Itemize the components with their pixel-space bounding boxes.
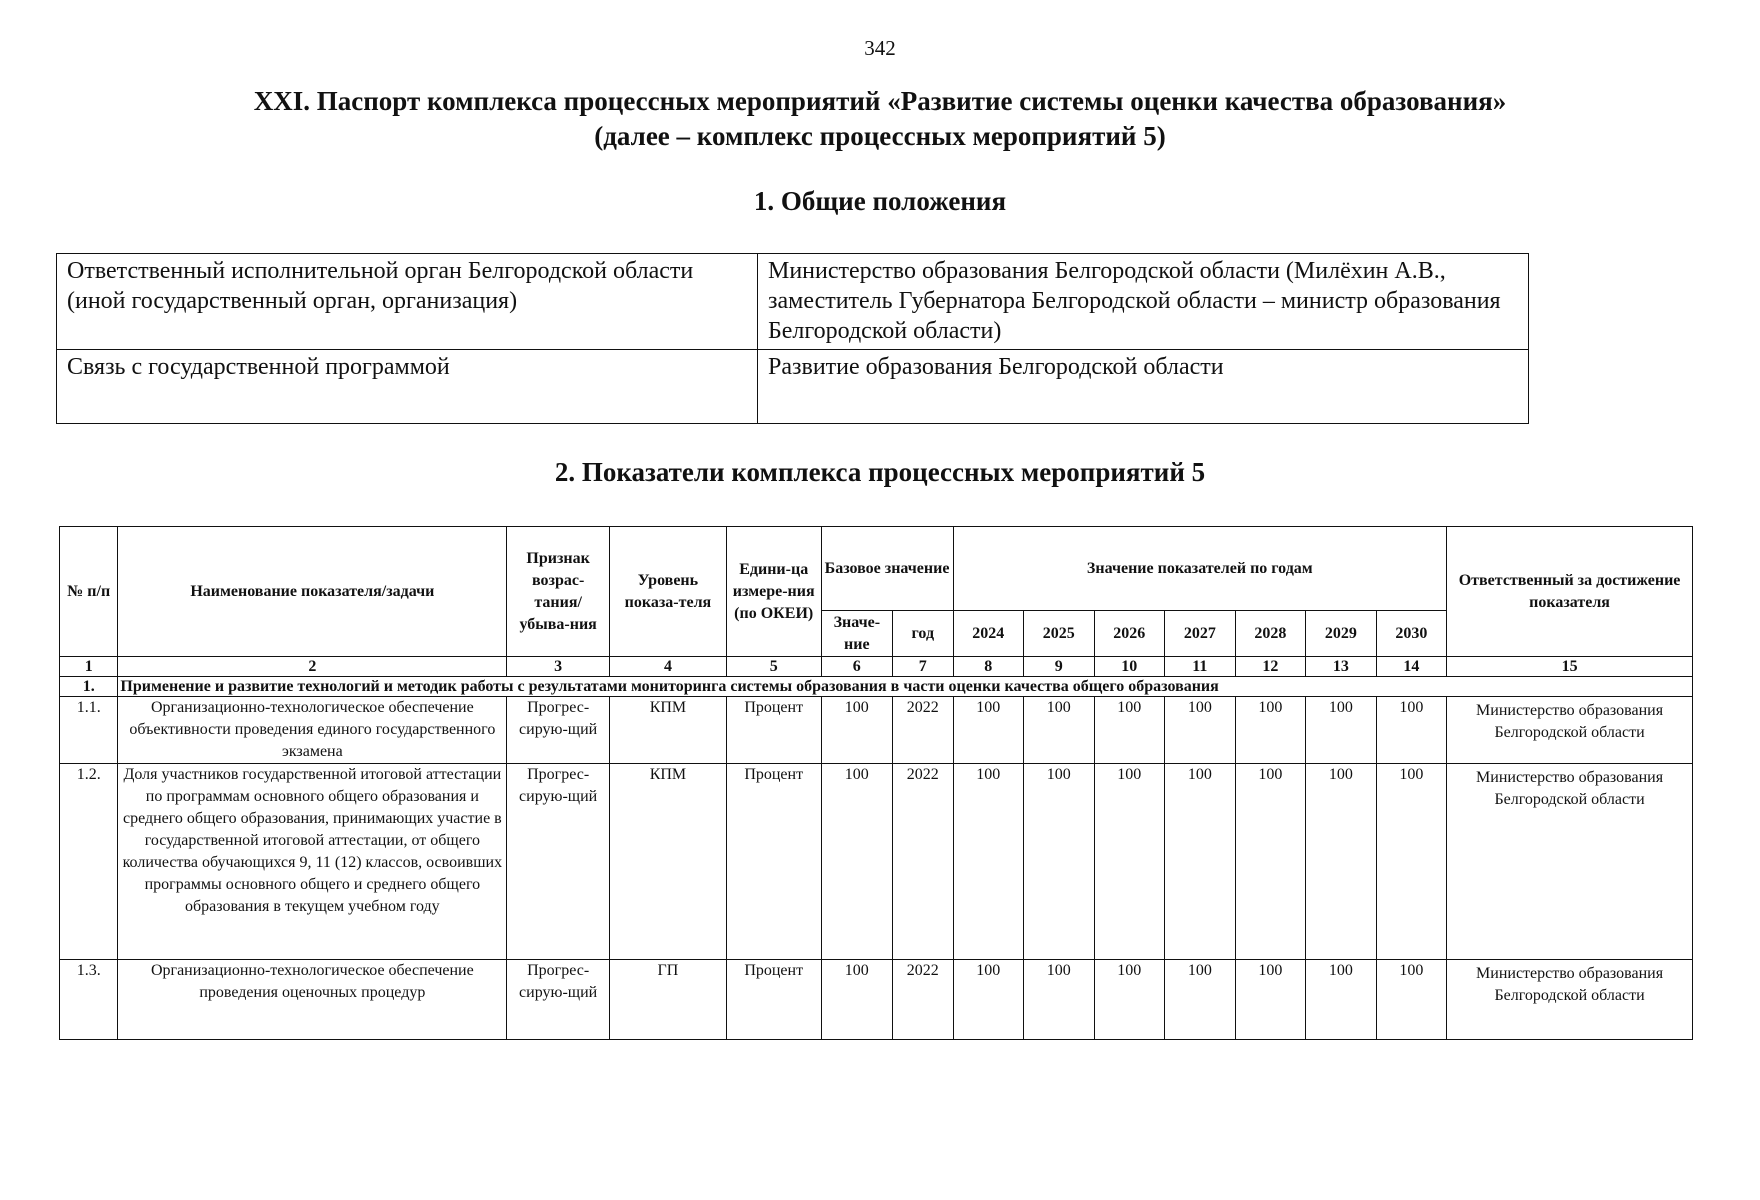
indicators-table: [59, 526, 1693, 1040]
indicator-unit: Процент: [726, 764, 821, 960]
indicator-level: ГП: [610, 960, 727, 1040]
column-number: 10: [1094, 657, 1165, 677]
responsible-body-label: Ответственный исполнительной орган Белгородской области (иной государственный орган, организация): [57, 254, 758, 350]
year-value: 100: [1306, 960, 1377, 1040]
year-value: 100: [953, 764, 1024, 960]
indicator-name: Организационно-технологическое обеспечение объективности проведения единого государственного экзамена: [118, 697, 507, 764]
header-name: Наименование показателя/задачи: [118, 527, 507, 657]
column-number: 11: [1165, 657, 1236, 677]
header-year: 2028: [1235, 611, 1306, 657]
header-row: [60, 527, 1693, 611]
row-num: 1.1.: [60, 697, 118, 764]
year-value: 100: [1376, 960, 1447, 1040]
header-base: Базовое значение: [821, 527, 953, 611]
column-number: 6: [821, 657, 893, 677]
document-title: [0, 84, 1760, 154]
column-number: 14: [1376, 657, 1447, 677]
base-value: 100: [821, 960, 893, 1040]
indicator-sign: Прогрес-сирую-щий: [507, 960, 610, 1040]
section-2-heading: 2. Показатели комплекса процессных мероприятий 5: [554, 457, 1206, 487]
indicator-level: КПМ: [610, 697, 727, 764]
column-number: 13: [1306, 657, 1377, 677]
table-row: [60, 764, 1693, 960]
base-year: 2022: [893, 764, 953, 960]
year-value: 100: [1165, 960, 1236, 1040]
header-year: 2029: [1306, 611, 1377, 657]
year-value: 100: [953, 697, 1024, 764]
year-value: 100: [1376, 697, 1447, 764]
indicator-unit: Процент: [726, 697, 821, 764]
column-number: 8: [953, 657, 1024, 677]
responsible-org: Министерство образования Белгородской области: [1447, 960, 1693, 1040]
general-provisions-table: [56, 253, 1529, 424]
row-num: 1.3.: [60, 960, 118, 1040]
header-level: Уровень показа-теля: [610, 527, 727, 657]
header-year: 2024: [953, 611, 1024, 657]
page-number: 342: [864, 36, 896, 60]
year-value: 100: [1094, 697, 1165, 764]
header-years-group: Значение показателей по годам: [953, 527, 1447, 611]
task-num: 1.: [60, 677, 118, 697]
year-value: 100: [1024, 960, 1095, 1040]
base-year: 2022: [893, 960, 953, 1040]
header-year: 2025: [1024, 611, 1095, 657]
indicator-level: КПМ: [610, 764, 727, 960]
header-year: 2026: [1094, 611, 1165, 657]
task-title: Применение и развитие технологий и методик работы с результатами мониторинга системы образования в части оценки качества общего образования: [118, 677, 1693, 697]
indicator-name: Организационно-технологическое обеспечение проведения оценочных процедур: [118, 960, 507, 1040]
title-line-2: (далее – комплекс процессных мероприятий 5): [594, 121, 1166, 151]
year-value: 100: [953, 960, 1024, 1040]
year-value: 100: [1235, 960, 1306, 1040]
row-num: 1.2.: [60, 764, 118, 960]
column-number: 12: [1235, 657, 1306, 677]
task-row: [60, 677, 1693, 697]
responsible-org: Министерство образования Белгородской области: [1447, 764, 1693, 960]
column-number: 3: [507, 657, 610, 677]
year-value: 100: [1165, 697, 1236, 764]
indicator-sign: Прогрес-сирую-щий: [507, 764, 610, 960]
table-row: [60, 697, 1693, 764]
header-sign: Признак возрас-тания/ убыва-ния: [507, 527, 610, 657]
header-base-year: год: [893, 611, 953, 657]
program-link-label: Связь с государственной программой: [57, 350, 758, 424]
column-number: 4: [610, 657, 727, 677]
table-row: [60, 960, 1693, 1040]
column-number: 15: [1447, 657, 1693, 677]
year-value: 100: [1235, 764, 1306, 960]
indicator-unit: Процент: [726, 960, 821, 1040]
year-value: 100: [1165, 764, 1236, 960]
header-base-value: Значе-ние: [821, 611, 893, 657]
base-value: 100: [821, 764, 893, 960]
year-value: 100: [1024, 697, 1095, 764]
column-number: 2: [118, 657, 507, 677]
year-value: 100: [1306, 764, 1377, 960]
column-number-row: [60, 657, 1693, 677]
indicator-sign: Прогрес-сирую-щий: [507, 697, 610, 764]
year-value: 100: [1376, 764, 1447, 960]
header-year: 2027: [1165, 611, 1236, 657]
year-value: 100: [1235, 697, 1306, 764]
indicator-name: Доля участников государственной итоговой аттестации по программам основного общего образования и среднего общего образования, принимающих участие в государственной итоговой аттестации, от общего количества обучающихся 9, 11 (12) классов, освоивших программы основного общего и среднего общего образования в текущем учебном году: [118, 764, 507, 960]
title-line-1: XXI. Паспорт комплекса процессных мероприятий «Развитие системы оценки качества образования»: [253, 86, 1507, 116]
header-unit: Едини-ца измере-ния (по ОКЕИ): [726, 527, 821, 657]
year-value: 100: [1094, 960, 1165, 1040]
base-year: 2022: [893, 697, 953, 764]
header-year: 2030: [1376, 611, 1447, 657]
year-value: 100: [1024, 764, 1095, 960]
table-row: [57, 254, 1529, 350]
column-number: 1: [60, 657, 118, 677]
year-value: 100: [1306, 697, 1377, 764]
column-number: 5: [726, 657, 821, 677]
program-link-value: Развитие образования Белгородской области: [758, 350, 1529, 424]
column-number: 7: [893, 657, 953, 677]
base-value: 100: [821, 697, 893, 764]
header-responsible: Ответственный за достижение показателя: [1447, 527, 1693, 657]
header-num: № п/п: [60, 527, 118, 657]
responsible-org: Министерство образования Белгородской области: [1447, 697, 1693, 764]
table-row: [57, 350, 1529, 424]
year-value: 100: [1094, 764, 1165, 960]
column-number: 9: [1024, 657, 1095, 677]
section-1-heading: 1. Общие положения: [753, 186, 1007, 216]
responsible-body-value: Министерство образования Белгородской области (Милёхин А.В., заместитель Губернатора Белгородской области – министр образования Белгородской области): [758, 254, 1529, 350]
